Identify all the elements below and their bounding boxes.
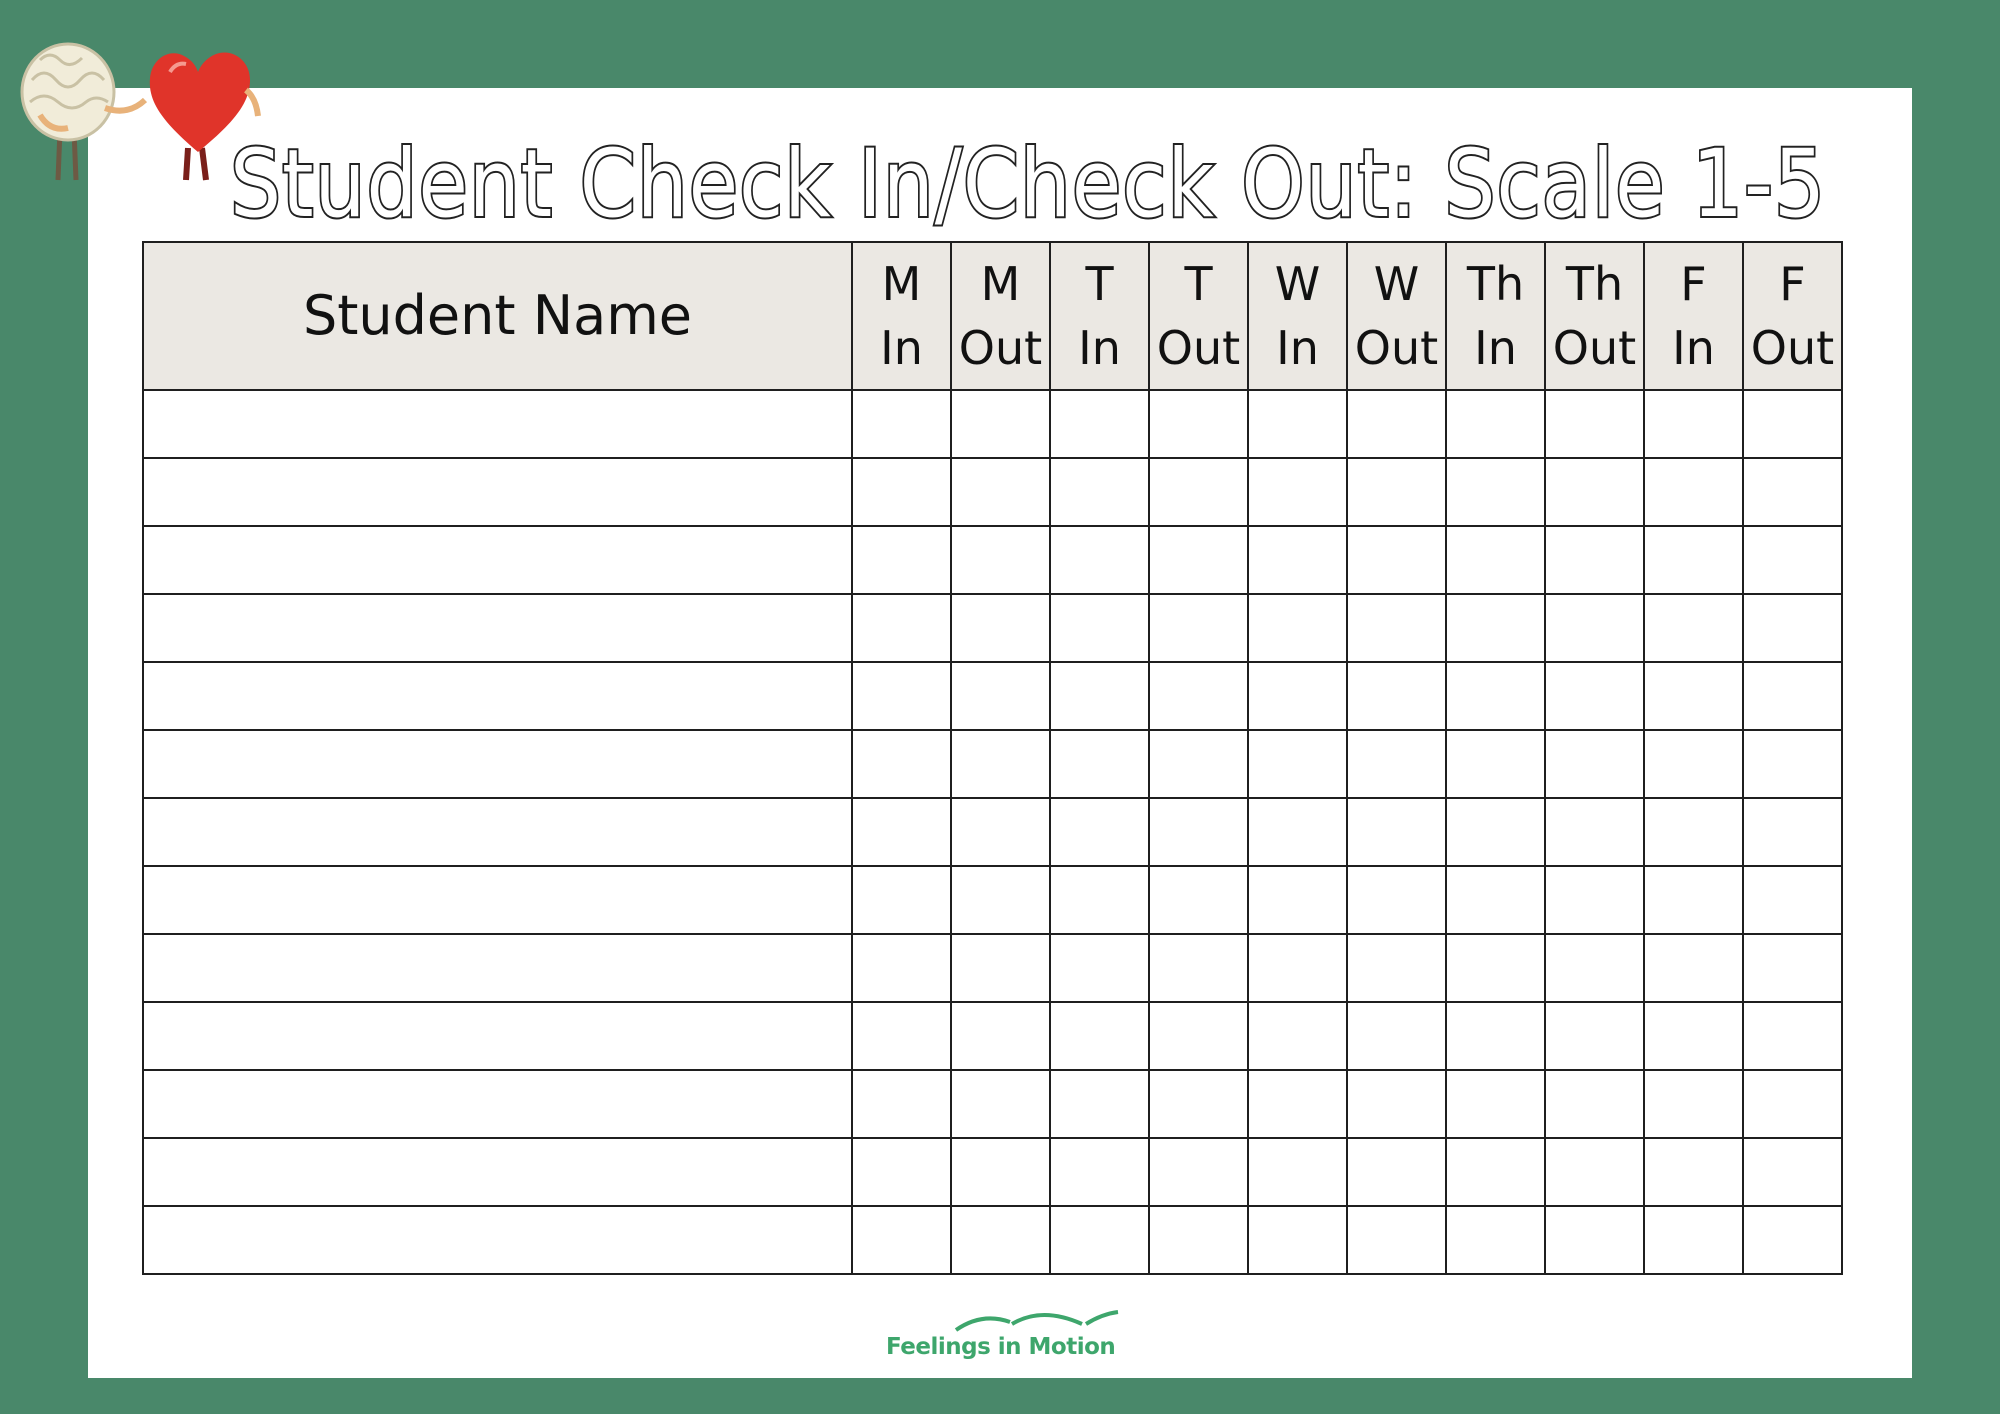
score-cell[interactable] xyxy=(1248,866,1347,934)
score-cell[interactable] xyxy=(1149,1206,1248,1274)
score-cell[interactable] xyxy=(1545,390,1644,458)
score-cell[interactable] xyxy=(1347,1002,1446,1070)
day-label: T xyxy=(1184,257,1213,311)
table-row xyxy=(143,934,1842,1002)
score-cell[interactable] xyxy=(1050,594,1149,662)
score-cell[interactable] xyxy=(1446,458,1545,526)
score-cell[interactable] xyxy=(852,662,951,730)
score-cell[interactable] xyxy=(1446,662,1545,730)
score-cell[interactable] xyxy=(1248,458,1347,526)
student-name-cell[interactable] xyxy=(143,1002,852,1070)
score-cell[interactable] xyxy=(1248,1138,1347,1206)
day-label: W xyxy=(1274,257,1321,311)
column-header xyxy=(852,242,951,390)
score-cell[interactable] xyxy=(1347,662,1446,730)
score-cell[interactable] xyxy=(1743,798,1842,866)
score-cell[interactable] xyxy=(1743,1138,1842,1206)
score-cell[interactable] xyxy=(1149,458,1248,526)
day-label: M xyxy=(980,257,1021,311)
score-cell[interactable] xyxy=(1347,594,1446,662)
score-cell[interactable] xyxy=(1743,526,1842,594)
period-label: Out xyxy=(1354,321,1439,375)
score-cell[interactable] xyxy=(1743,1002,1842,1070)
score-cell[interactable] xyxy=(1743,1070,1842,1138)
student-name-cell[interactable] xyxy=(143,730,852,798)
score-cell[interactable] xyxy=(852,730,951,798)
score-cell[interactable] xyxy=(1644,798,1743,866)
score-cell[interactable] xyxy=(852,594,951,662)
period-label: In xyxy=(1276,321,1319,375)
score-cell[interactable] xyxy=(1743,390,1842,458)
score-cell[interactable] xyxy=(1446,1138,1545,1206)
check-in-table xyxy=(142,241,1843,1275)
score-cell[interactable] xyxy=(1446,934,1545,1002)
column-header xyxy=(1644,242,1743,390)
column-header xyxy=(1050,242,1149,390)
column-header xyxy=(1545,242,1644,390)
column-header xyxy=(1149,242,1248,390)
period-label: Out xyxy=(1552,321,1637,375)
score-cell[interactable] xyxy=(1050,390,1149,458)
score-cell[interactable] xyxy=(1347,1206,1446,1274)
day-label: W xyxy=(1373,257,1420,311)
score-cell[interactable] xyxy=(951,798,1050,866)
score-cell[interactable] xyxy=(1644,458,1743,526)
score-cell[interactable] xyxy=(1050,526,1149,594)
score-cell[interactable] xyxy=(1050,662,1149,730)
score-cell[interactable] xyxy=(1050,1002,1149,1070)
score-cell[interactable] xyxy=(951,458,1050,526)
period-label: Out xyxy=(1750,321,1835,375)
column-header xyxy=(1347,242,1446,390)
score-cell[interactable] xyxy=(1644,1070,1743,1138)
score-cell[interactable] xyxy=(1743,594,1842,662)
score-cell[interactable] xyxy=(1545,934,1644,1002)
score-cell[interactable] xyxy=(1545,594,1644,662)
score-cell[interactable] xyxy=(1248,798,1347,866)
page-title xyxy=(222,122,1842,240)
score-cell[interactable] xyxy=(1545,458,1644,526)
student-name-cell[interactable] xyxy=(143,934,852,1002)
score-cell[interactable] xyxy=(852,934,951,1002)
student-name-cell[interactable] xyxy=(143,662,852,730)
score-cell[interactable] xyxy=(1446,390,1545,458)
day-label: M xyxy=(881,257,922,311)
brand-logo xyxy=(880,1308,1130,1368)
page-title-text: Student Check In/Check Out: Scale 1-5 xyxy=(230,130,1826,239)
score-cell[interactable] xyxy=(1644,1002,1743,1070)
day-label: F xyxy=(1779,257,1806,311)
score-cell[interactable] xyxy=(1545,1002,1644,1070)
score-cell[interactable] xyxy=(1446,730,1545,798)
score-cell[interactable] xyxy=(852,1002,951,1070)
score-cell[interactable] xyxy=(1446,1002,1545,1070)
score-cell[interactable] xyxy=(1644,1206,1743,1274)
score-cell[interactable] xyxy=(951,1002,1050,1070)
period-label: In xyxy=(1672,321,1715,375)
score-cell[interactable] xyxy=(1743,866,1842,934)
score-cell[interactable] xyxy=(951,730,1050,798)
score-cell[interactable] xyxy=(1446,526,1545,594)
score-cell[interactable] xyxy=(1050,798,1149,866)
score-cell[interactable] xyxy=(1644,662,1743,730)
day-label: Th xyxy=(1466,257,1525,311)
student-name-cell[interactable] xyxy=(143,526,852,594)
score-cell[interactable] xyxy=(1446,798,1545,866)
score-cell[interactable] xyxy=(1248,662,1347,730)
score-cell[interactable] xyxy=(1347,866,1446,934)
column-header xyxy=(951,242,1050,390)
student-name-cell[interactable] xyxy=(143,458,852,526)
day-label: F xyxy=(1680,257,1707,311)
score-cell[interactable] xyxy=(1743,662,1842,730)
student-name-cell[interactable] xyxy=(143,1138,852,1206)
student-name-cell[interactable] xyxy=(143,594,852,662)
score-cell[interactable] xyxy=(1347,730,1446,798)
score-cell[interactable] xyxy=(1545,1206,1644,1274)
score-cell[interactable] xyxy=(1644,934,1743,1002)
score-cell[interactable] xyxy=(951,594,1050,662)
score-cell[interactable] xyxy=(1149,934,1248,1002)
score-cell[interactable] xyxy=(1743,934,1842,1002)
score-cell[interactable] xyxy=(1545,798,1644,866)
score-cell[interactable] xyxy=(1347,1138,1446,1206)
score-cell[interactable] xyxy=(1248,1002,1347,1070)
score-cell[interactable] xyxy=(1644,730,1743,798)
score-cell[interactable] xyxy=(1545,1138,1644,1206)
student-name-cell[interactable] xyxy=(143,1070,852,1138)
score-cell[interactable] xyxy=(1149,1070,1248,1138)
table-body xyxy=(143,390,1842,1274)
score-cell[interactable] xyxy=(1446,1070,1545,1138)
score-cell[interactable] xyxy=(1050,934,1149,1002)
score-cell[interactable] xyxy=(1149,1138,1248,1206)
score-cell[interactable] xyxy=(1545,1070,1644,1138)
score-cell[interactable] xyxy=(1743,730,1842,798)
score-cell[interactable] xyxy=(1644,1138,1743,1206)
score-cell[interactable] xyxy=(1347,458,1446,526)
student-name-cell[interactable] xyxy=(143,798,852,866)
score-cell[interactable] xyxy=(1545,866,1644,934)
table-row xyxy=(143,730,1842,798)
table-row xyxy=(143,662,1842,730)
score-cell[interactable] xyxy=(852,866,951,934)
score-cell[interactable] xyxy=(852,526,951,594)
score-cell[interactable] xyxy=(1149,798,1248,866)
table-row xyxy=(143,1206,1842,1274)
score-cell[interactable] xyxy=(951,1206,1050,1274)
score-cell[interactable] xyxy=(1050,1070,1149,1138)
score-cell[interactable] xyxy=(1248,390,1347,458)
score-cell[interactable] xyxy=(1347,798,1446,866)
score-cell[interactable] xyxy=(1347,934,1446,1002)
score-cell[interactable] xyxy=(951,934,1050,1002)
score-cell[interactable] xyxy=(1545,730,1644,798)
column-header xyxy=(1248,242,1347,390)
score-cell[interactable] xyxy=(1149,594,1248,662)
score-cell[interactable] xyxy=(1446,866,1545,934)
score-cell[interactable] xyxy=(1347,526,1446,594)
table-row xyxy=(143,526,1842,594)
score-cell[interactable] xyxy=(1545,526,1644,594)
score-cell[interactable] xyxy=(852,390,951,458)
day-label: Th xyxy=(1565,257,1624,311)
score-cell[interactable] xyxy=(1248,526,1347,594)
score-cell[interactable] xyxy=(1446,1206,1545,1274)
student-name-cell[interactable] xyxy=(143,390,852,458)
score-cell[interactable] xyxy=(1248,594,1347,662)
score-cell[interactable] xyxy=(852,1206,951,1274)
score-cell[interactable] xyxy=(1248,934,1347,1002)
table-row xyxy=(143,390,1842,458)
brand-name: Feelings in Motion xyxy=(886,1334,1116,1360)
table-row xyxy=(143,594,1842,662)
score-cell[interactable] xyxy=(1743,1206,1842,1274)
table-row xyxy=(143,798,1842,866)
table-row xyxy=(143,866,1842,934)
score-cell[interactable] xyxy=(951,662,1050,730)
period-label: Out xyxy=(958,321,1043,375)
score-cell[interactable] xyxy=(951,526,1050,594)
score-cell[interactable] xyxy=(1050,1138,1149,1206)
column-header xyxy=(1743,242,1842,390)
score-cell[interactable] xyxy=(1248,1206,1347,1274)
period-label: In xyxy=(1078,321,1121,375)
score-cell[interactable] xyxy=(1149,866,1248,934)
score-cell[interactable] xyxy=(1644,526,1743,594)
score-cell[interactable] xyxy=(1743,458,1842,526)
table-row xyxy=(143,1138,1842,1206)
score-cell[interactable] xyxy=(1248,1070,1347,1138)
score-cell[interactable] xyxy=(1149,1002,1248,1070)
score-cell[interactable] xyxy=(1050,730,1149,798)
score-cell[interactable] xyxy=(951,866,1050,934)
score-cell[interactable] xyxy=(1446,594,1545,662)
student-name-header: Student Name xyxy=(143,242,852,390)
score-cell[interactable] xyxy=(1347,390,1446,458)
column-header xyxy=(1446,242,1545,390)
score-cell[interactable] xyxy=(1050,1206,1149,1274)
score-cell[interactable] xyxy=(1149,390,1248,458)
score-cell[interactable] xyxy=(1644,594,1743,662)
table-row xyxy=(143,458,1842,526)
score-cell[interactable] xyxy=(1149,662,1248,730)
score-cell[interactable] xyxy=(852,458,951,526)
score-cell[interactable] xyxy=(1050,866,1149,934)
score-cell[interactable] xyxy=(951,390,1050,458)
table-row xyxy=(143,1070,1842,1138)
table-row xyxy=(143,1002,1842,1070)
day-label: T xyxy=(1085,257,1114,311)
score-cell[interactable] xyxy=(852,1138,951,1206)
score-cell[interactable] xyxy=(852,798,951,866)
score-cell[interactable] xyxy=(1149,526,1248,594)
table-header-row xyxy=(143,242,1842,390)
score-cell[interactable] xyxy=(1545,662,1644,730)
score-cell[interactable] xyxy=(852,1070,951,1138)
period-label: In xyxy=(1474,321,1517,375)
score-cell[interactable] xyxy=(1248,730,1347,798)
score-cell[interactable] xyxy=(1347,1070,1446,1138)
student-name-cell[interactable] xyxy=(143,1206,852,1274)
score-cell[interactable] xyxy=(951,1138,1050,1206)
score-cell[interactable] xyxy=(951,1070,1050,1138)
score-cell[interactable] xyxy=(1050,458,1149,526)
score-cell[interactable] xyxy=(1644,866,1743,934)
score-cell[interactable] xyxy=(1644,390,1743,458)
score-cell[interactable] xyxy=(1149,730,1248,798)
period-label: Out xyxy=(1156,321,1241,375)
period-label: In xyxy=(880,321,923,375)
student-name-cell[interactable] xyxy=(143,866,852,934)
